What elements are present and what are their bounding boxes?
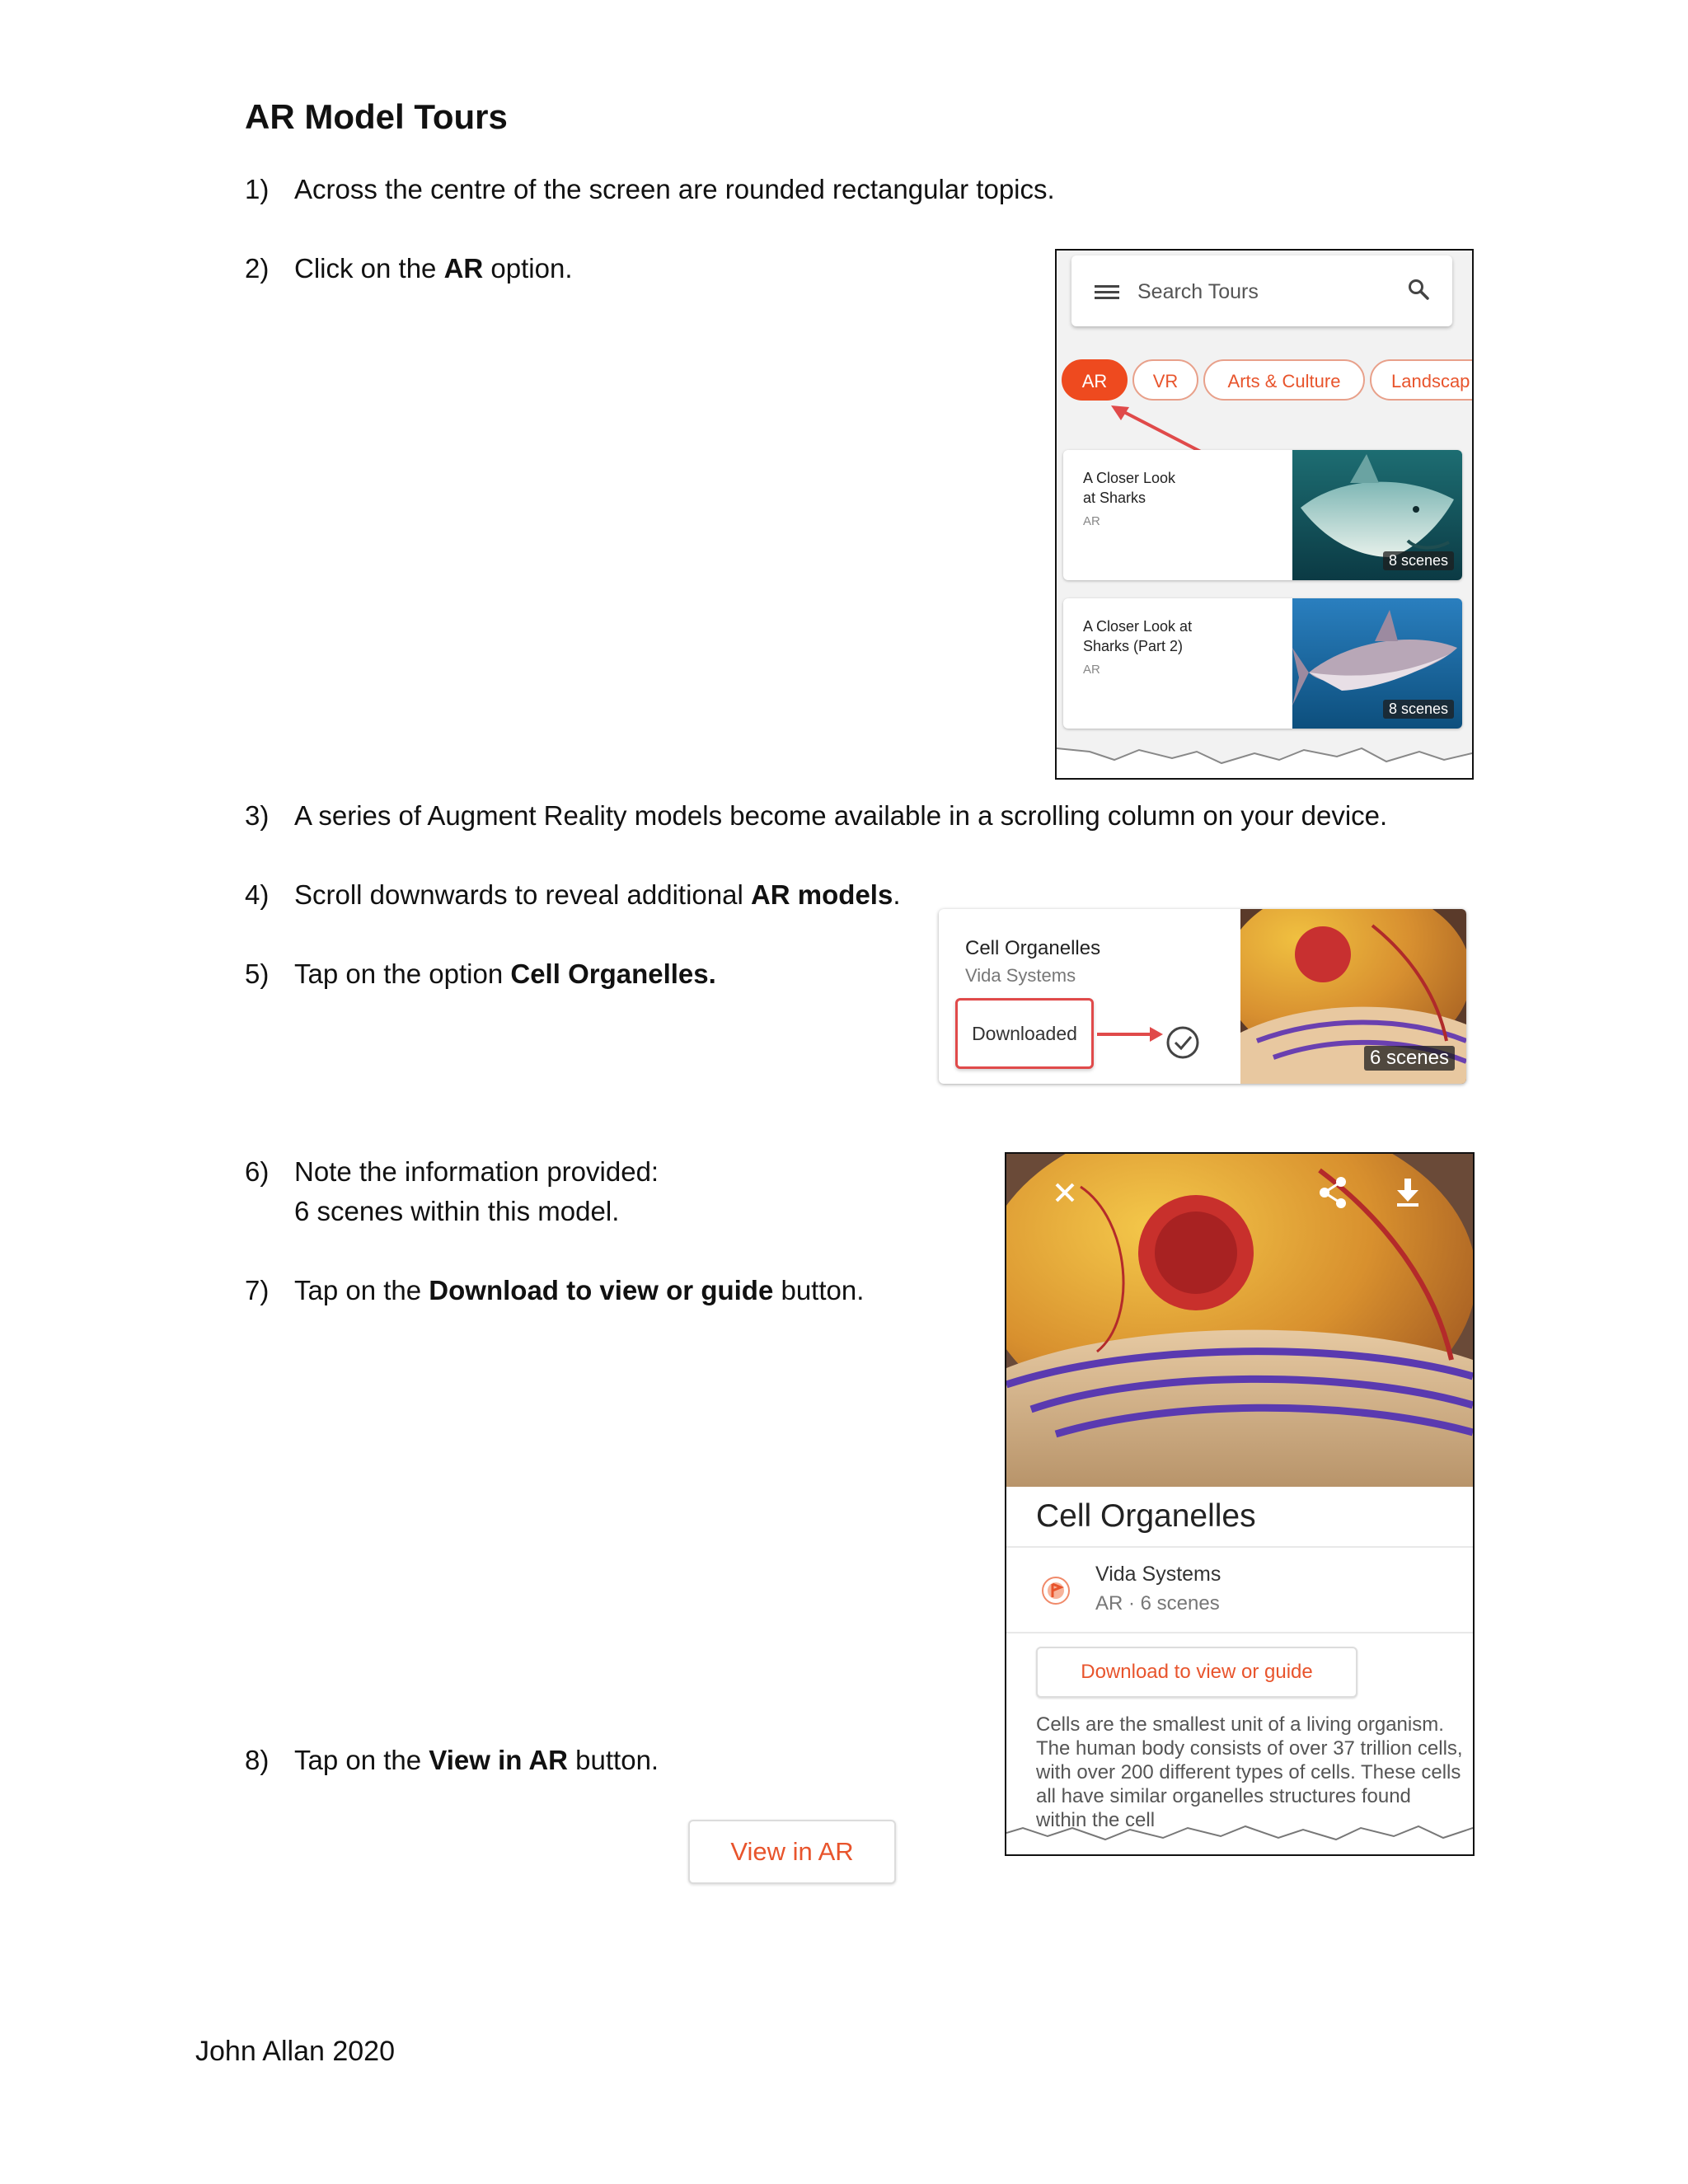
tour-card-title: A Closer Look at Sharks (Part 2) — [1083, 618, 1193, 654]
step-text: Tap on the option — [294, 958, 511, 989]
tour-description: Cells are the smallest unit of a living organism. The human body consists of over 37 trillion cells, with over 200 different types of cells. These cells all have similar organelles structures found within the cell — [1036, 1713, 1463, 1831]
tour-card-subtitle: AR — [1083, 514, 1100, 528]
tour-card[interactable] — [1063, 450, 1462, 580]
chip-vr[interactable]: VR — [1132, 359, 1198, 401]
page-title: AR Model Tours — [245, 97, 508, 136]
divider — [1006, 1632, 1473, 1633]
download-icon[interactable] — [1387, 1172, 1428, 1213]
screenshot-cell-organelles-detail — [1005, 1152, 1475, 1856]
download-to-view-button[interactable]: Download to view or guide — [1036, 1647, 1357, 1698]
step-text-line2: 6 scenes within this model. — [294, 1196, 620, 1226]
chip-ar[interactable]: AR — [1062, 359, 1128, 401]
publisher-logo-icon — [1039, 1574, 1072, 1607]
card-publisher: Vida Systems — [965, 965, 1076, 986]
tour-card[interactable] — [1063, 598, 1462, 729]
check-circle-icon — [1168, 1028, 1198, 1057]
step-text: Note the information provided: — [294, 1156, 659, 1187]
step-5 — [245, 954, 716, 994]
step-number: 3) — [245, 800, 270, 831]
step-emphasis: Cell Organelles. — [510, 958, 716, 989]
step-text: Across the centre of the screen are rounded rectangular topics. — [294, 174, 1055, 204]
step-emphasis: Download to view or guide — [429, 1275, 774, 1305]
card-title: Cell Organelles — [965, 937, 1101, 959]
publisher-name: Vida Systems — [1095, 1563, 1221, 1586]
step-text: Click on the — [294, 253, 444, 284]
search-input[interactable]: Search Tours — [1137, 280, 1259, 303]
close-icon[interactable] — [1044, 1172, 1085, 1213]
chip-arts-culture[interactable]: Arts & Culture — [1203, 359, 1365, 401]
view-in-ar-button[interactable]: View in AR — [688, 1820, 896, 1884]
step-text-end: . — [893, 879, 901, 910]
step-number: 7) — [245, 1275, 270, 1305]
step-7 — [245, 1271, 864, 1310]
menu-icon[interactable] — [1095, 285, 1119, 300]
cell-thumbnail — [1240, 909, 1466, 1084]
step-text: Tap on the — [294, 1745, 429, 1775]
step-2 — [245, 249, 573, 288]
hero-image — [1006, 1154, 1473, 1487]
step-4 — [245, 875, 901, 915]
step-number: 1) — [245, 174, 270, 204]
detail-title: Cell Organelles — [1036, 1498, 1256, 1534]
downloaded-status-button[interactable]: Downloaded — [955, 998, 1094, 1069]
divider — [1006, 1546, 1473, 1548]
tour-card-subtitle: AR — [1083, 663, 1100, 677]
chip-landscapes[interactable]: Landscap — [1370, 359, 1474, 401]
torn-edge — [1006, 1821, 1473, 1854]
step-number: 4) — [245, 879, 270, 910]
search-icon[interactable] — [1408, 279, 1429, 300]
scenes-badge: 8 scenes — [1383, 551, 1454, 570]
step-text: Scroll downwards to reveal additional — [294, 879, 751, 910]
shark-thumbnail — [1292, 450, 1462, 580]
step-emphasis: AR models — [750, 879, 893, 910]
step-number: 5) — [245, 958, 270, 989]
tour-card-title: A Closer Look at Sharks — [1083, 470, 1176, 506]
step-8 — [245, 1741, 659, 1780]
screenshot-cell-organelles-card[interactable] — [939, 909, 1466, 1084]
step-emphasis: View in AR — [429, 1745, 569, 1775]
footer-author: John Allan 2020 — [195, 2036, 395, 2067]
tour-meta: AR · 6 scenes — [1095, 1592, 1220, 1615]
step-3 — [245, 796, 1387, 836]
screenshot-ar-topics — [1055, 249, 1474, 780]
torn-edge — [1057, 745, 1472, 778]
step-emphasis: AR — [443, 253, 484, 284]
scenes-badge: 8 scenes — [1383, 700, 1454, 719]
share-icon[interactable] — [1313, 1172, 1354, 1213]
step-text-end: button. — [773, 1275, 865, 1305]
shark-thumbnail — [1292, 598, 1462, 729]
scenes-badge: 6 scenes — [1364, 1046, 1455, 1071]
step-number: 8) — [245, 1745, 270, 1775]
search-bar[interactable] — [1071, 255, 1452, 326]
step-text-end: option. — [483, 253, 573, 284]
annotation-arrow — [1095, 1019, 1203, 1061]
step-6 — [245, 1152, 659, 1231]
step-number: 6) — [245, 1156, 270, 1187]
step-text: Tap on the — [294, 1275, 429, 1305]
step-text-end: button. — [568, 1745, 659, 1775]
step-1 — [245, 170, 1055, 209]
step-text: A series of Augment Reality models become available in a scrolling column on your device. — [294, 800, 1388, 831]
step-number: 2) — [245, 253, 270, 284]
